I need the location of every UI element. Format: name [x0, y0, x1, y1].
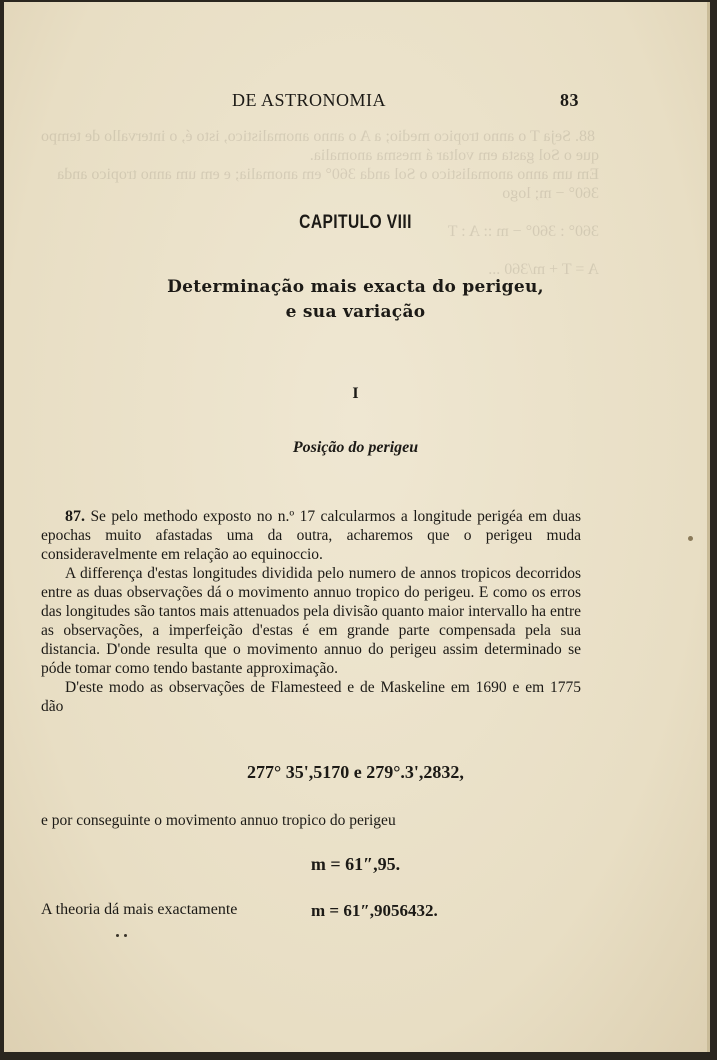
- book-page: [4, 2, 710, 1052]
- ink-speck: [688, 536, 693, 541]
- chapter-title-line-1: Determinação mais exacta do perigeu,: [167, 277, 544, 297]
- theory-label: A theoria dá mais exactamente: [41, 901, 238, 918]
- paragraph-3: D'este modo as observações de Flamesteed e de Maskeline em 1690 e em 1775 dão: [41, 679, 581, 715]
- running-head-title: DE ASTRONOMIA: [232, 90, 387, 110]
- theory-line: [41, 901, 561, 919]
- formula-m: m = 61″,95.: [310, 854, 401, 874]
- page-number: 83: [560, 90, 579, 110]
- chapter-title-line-2: e sua variação: [285, 302, 426, 322]
- paragraph-87: [41, 507, 581, 564]
- section-number: I: [352, 385, 359, 402]
- chapter-heading: CAPITULO VIII: [299, 212, 412, 233]
- text-line-movement: e por conseguinte o movimento annuo tropico do perigeu: [41, 812, 396, 829]
- paragraph-number: 87.: [65, 508, 85, 525]
- formula-longitudes: 277° 35',5170 e 279°.3',2832,: [247, 762, 464, 782]
- ink-speck: [116, 934, 119, 937]
- body-text: [41, 507, 581, 716]
- section-title: Posição do perigeu: [292, 439, 419, 456]
- ink-speck: [124, 934, 127, 937]
- theory-value: m = 61″,9056432.: [311, 901, 438, 920]
- show-through-text: 88. Seja T o anno tropico medio; a A o anno anomalistico, isto é, o intervallo de tempo que o Sol gasta em voltar á mesma anomalia. Em um anno anomalistico o Sol anda 360° em anomalia; e em um anno tropico anda 360° − m; logo 360° : 360° − m :: A : T A = T + m/360 ...: [41, 128, 599, 278]
- paragraph-87-text: Se pelo methodo exposto no n.º 17 calcularmos a longitude perigéa em duas epochas muito afastadas uma da outra, acharemos que o perigeu muda consideravelmente em relação ao equinoccio.: [41, 508, 582, 563]
- paragraph-2: A differença d'estas longitudes dividida pelo numero de annos tropicos decorridos entre as duas observações dá o movimento annuo tropico do perigeu. E como os erros das longitudes são tantos mais attenuados pela divisão quanto maior intervallo ha entre as observações, a imperfeição d'estas é em grande parte compensada pela sua distancia. D'onde resulta que o movimento annuo do perigeu assim determinado se póde tomar como tendo bastante approximação.: [41, 565, 581, 677]
